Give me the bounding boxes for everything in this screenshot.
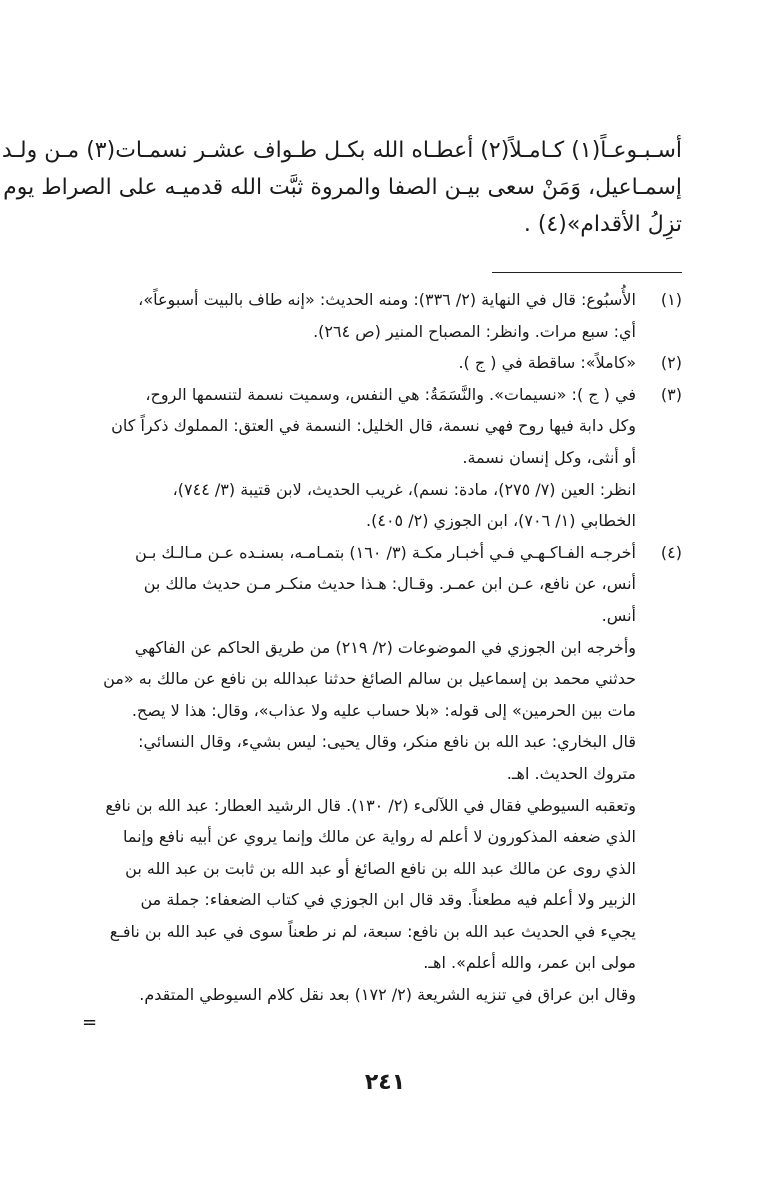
footnote-line	[70, 568, 682, 600]
footnote-line	[70, 316, 682, 348]
footnote-text: مولى ابن عمر، والله أعلم». اهـ.	[423, 953, 636, 973]
main-text-line: إسمـاعيل، وَمَنْ سعى بيـن الصفا والمروة ثبَّت الله قدميـه على الصراط يوم	[3, 175, 682, 200]
footnote-text: «كاملاً»: ساقطة في ( ج ).	[458, 353, 636, 373]
footnote-text: أو أنثى، وكل إنسان نسمة.	[462, 447, 636, 467]
footnote-line	[70, 790, 682, 822]
main-text-line: تزِلُ الأقدام»(٤) .	[523, 212, 682, 237]
footnote-line	[70, 663, 682, 695]
footnote-line	[70, 379, 682, 411]
footnote-line	[70, 284, 682, 316]
footnote-line	[70, 600, 682, 632]
footnote-number: (٤)	[660, 542, 682, 562]
footnote-line	[70, 632, 682, 664]
footnote-line	[70, 853, 682, 885]
footnote-text: يجيء في الحديث عبد الله بن نافع: سبعة، لم نر طعناً سوى في عبد الله بن نافـع	[109, 921, 636, 941]
footnote-line	[70, 758, 682, 790]
footnote-line	[70, 695, 682, 727]
footnote-text: أخرجـه الفـاكـهـي فـي أخبـار مكـة (٣/ ١٦٠) بتمـامـه، بسنـده عـن مـالـك بـن	[134, 542, 636, 562]
footnotes	[70, 284, 682, 1011]
footnote-text: أي: سبع مرات. وانظر: المصباح المنير (ص ٢٦٤).	[313, 321, 636, 341]
footnote-line	[70, 474, 682, 506]
footnote-line	[70, 410, 682, 442]
footnote-separator	[492, 272, 682, 273]
footnote-line	[70, 537, 682, 569]
footnote-text: مات بين الحرمين» إلى قوله: «بلا حساب عليه ولا عذاب»، وقال: هذا لا يصح.	[131, 700, 636, 720]
footnote-text: الأُسبُوع: قال في النهاية (٢/ ٣٣٦): ومنه الحديث: «إنه طاف بالبيت أسبوعاً»،	[138, 290, 636, 309]
footnote-line	[70, 947, 682, 979]
footnote-line	[70, 916, 682, 948]
main-text-line: أسـبـوعـاً(١) كـامـلاً(٢) أعطـاه الله بكـل طـواف عشـر نسمـات(٣) مـن ولـد	[1, 138, 682, 163]
footnote-line	[70, 979, 682, 1011]
continuation-mark: =	[82, 1012, 98, 1033]
footnote-text: وأخرجه ابن الجوزي في الموضوعات (٢/ ٢١٩) من طريق الحاكم عن الفاكهي	[134, 637, 636, 657]
footnote-line	[70, 505, 682, 537]
footnote-number: (٣)	[660, 384, 682, 404]
footnote-line	[70, 821, 682, 853]
footnote-text: وقال ابن عراق في تنزيه الشريعة (٢/ ١٧٢) بعد نقل كلام السيوطي المتقدم.	[139, 985, 636, 1005]
footnote-text: أنس، عن نافع، عـن ابن عمـر. وقـال: هـذا حديث منكـر مـن حديث مالك بن	[143, 574, 636, 594]
footnote-line	[70, 884, 682, 916]
footnote-text: الذي روى عن مالك عبد الله بن نافع الصائغ أو عبد الله بن ثابت بن عبد الله بن	[125, 858, 636, 878]
footnote-text: في ( ج ): «نسيمات». والنَّسَمَةُ: هي النفس، وسميت نسمة لتنسمها الروح،	[145, 384, 636, 404]
footnote-text: أنس.	[601, 605, 636, 625]
footnote-text: الزبير ولا أعلم فيه مطعناً. وقد قال ابن الجوزي في كتاب الضعفاء: جملة من	[140, 890, 636, 910]
footnote-text: متروك الحديث. اهـ.	[506, 763, 636, 783]
page-number: ٢٤١	[364, 1070, 406, 1095]
footnote-text: الذي ضعفه المذكورون لا أعلم له رواية عن مالك وإنما يروي عن أبيه نافع وإنما	[122, 827, 636, 847]
footnote-text: انظر: العين (٧/ ٢٧٥)، مادة: نسم)، غريب الحديث، لابن قتيبة (٣/ ٧٤٤)،	[172, 479, 636, 499]
footnote-line	[70, 347, 682, 379]
footnote-text: الخطابي (١/ ٧٠٦)، ابن الجوزي (٢/ ٤٠٥).	[366, 511, 636, 531]
footnote-text: قال البخاري: عبد الله بن نافع منكر، وقال يحيى: ليس بشيء، وقال النسائي:	[138, 732, 636, 752]
footnote-line	[70, 442, 682, 474]
footnote-number: (١)	[660, 290, 682, 309]
footnote-text: وكل دابة فيها روح فهي نسمة، قال الخليل: النسمة في العتق: المملوك ذكراً كان	[111, 416, 636, 436]
footnote-text: حدثني محمد بن إسماعيل بن سالم الصائغ حدثنا عبدالله بن نافع عن مالك به «من	[103, 669, 636, 689]
footnote-text: وتعقبه السيوطي فقال في اللآلىء (٢/ ١٣٠). قال الرشيد العطار: عبد الله بن نافع	[105, 795, 636, 815]
main-text	[1, 132, 682, 243]
footnote-number: (٢)	[660, 353, 682, 373]
footnote-line	[70, 726, 682, 758]
